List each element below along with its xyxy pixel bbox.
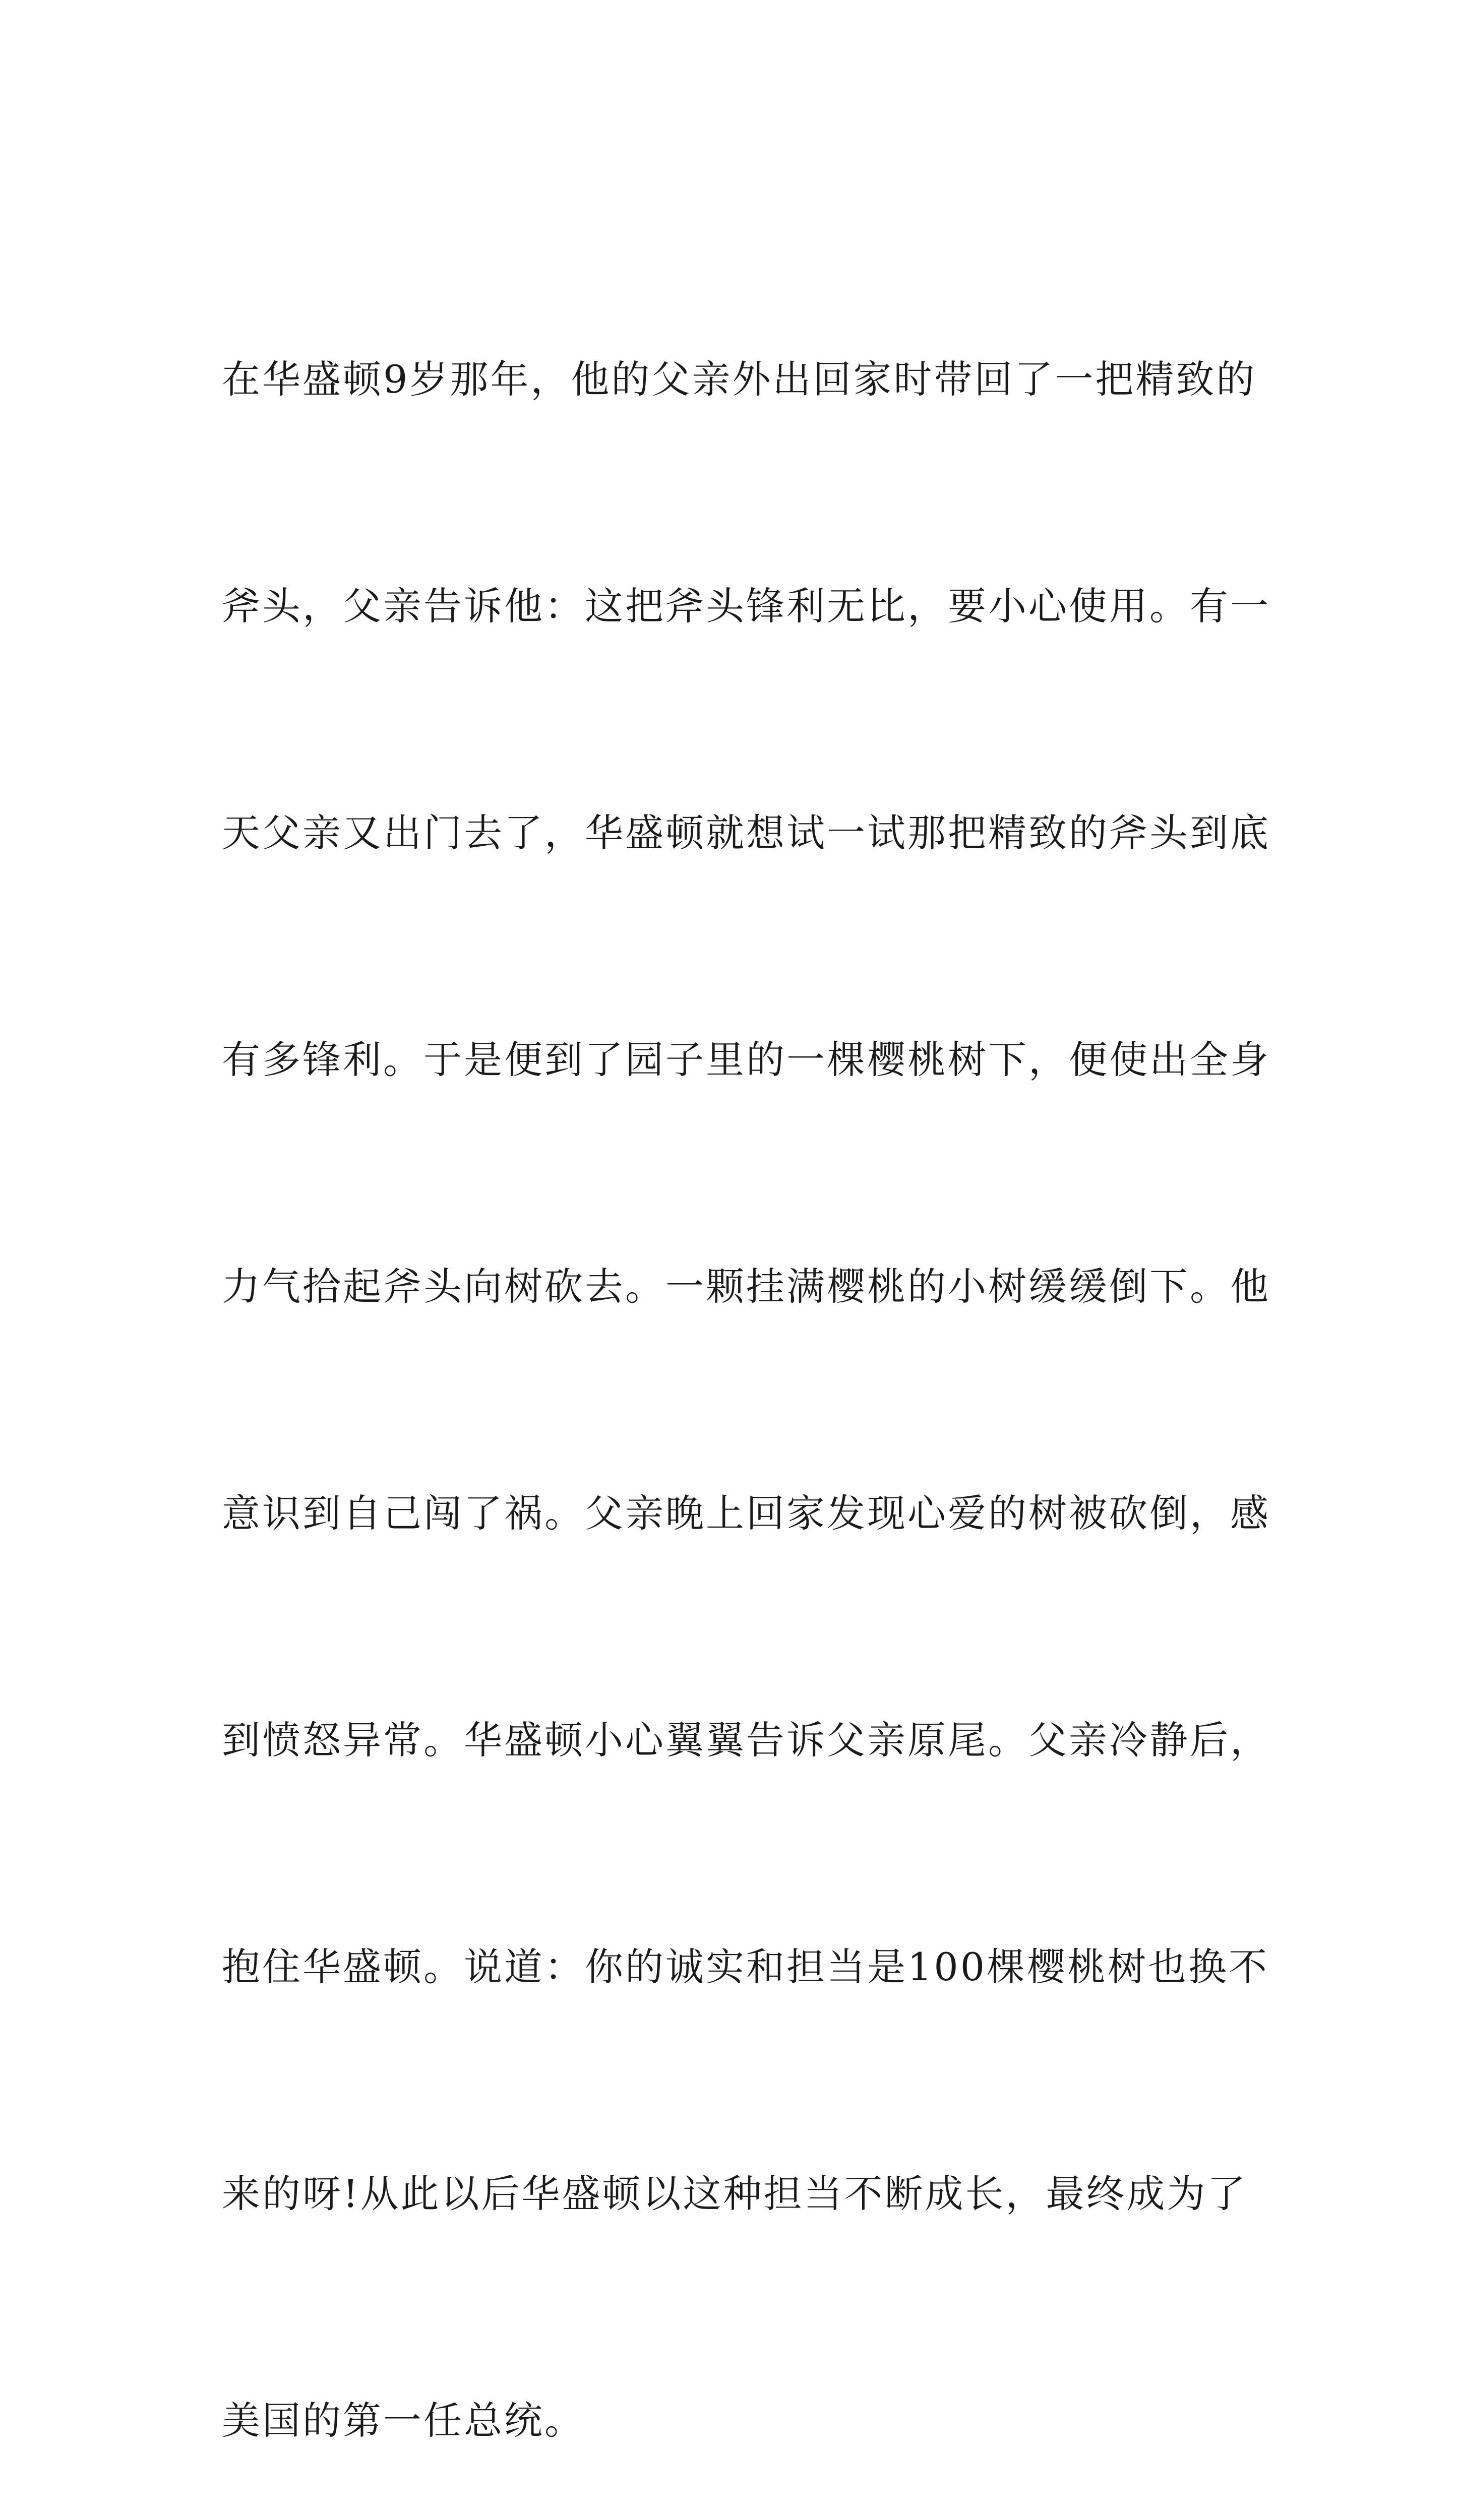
text-line: 天父亲又出门去了，华盛顿就想试一试那把精致的斧头到底 [222,810,1270,855]
document-body [222,191,1270,2520]
text-line: 抱住华盛顿。说道：你的诚实和担当是100棵樱桃树也换不 [222,1944,1269,1989]
text-line: 来的呀!从此以后华盛顿以这种担当不断成长，最终成为了 [222,2171,1248,2216]
text-line: 力气拾起斧头向树砍去。一颗挂满樱桃的小树缓缓倒下。他 [222,1264,1270,1309]
text-line: 美国的第一任总统。 [222,2398,585,2443]
text-line: 有多锋利。于是便到了园子里的一棵樱桃树下，便使出全身 [222,1037,1270,1082]
text-line: 到愤怒异常。华盛顿小心翼翼告诉父亲原尾。父亲冷静后， [222,1718,1270,1762]
text-line: 在华盛顿9岁那年，他的父亲外出回家时带回了一把精致的 [222,357,1257,402]
paragraph-washington-story [222,191,1270,2520]
text-line: 意识到自己闯了祸。父亲晚上回家发现心爱的树被砍倒，感 [222,1491,1270,1536]
text-line: 斧头，父亲告诉他：这把斧头锋利无比，要小心使用。有一 [222,584,1270,628]
